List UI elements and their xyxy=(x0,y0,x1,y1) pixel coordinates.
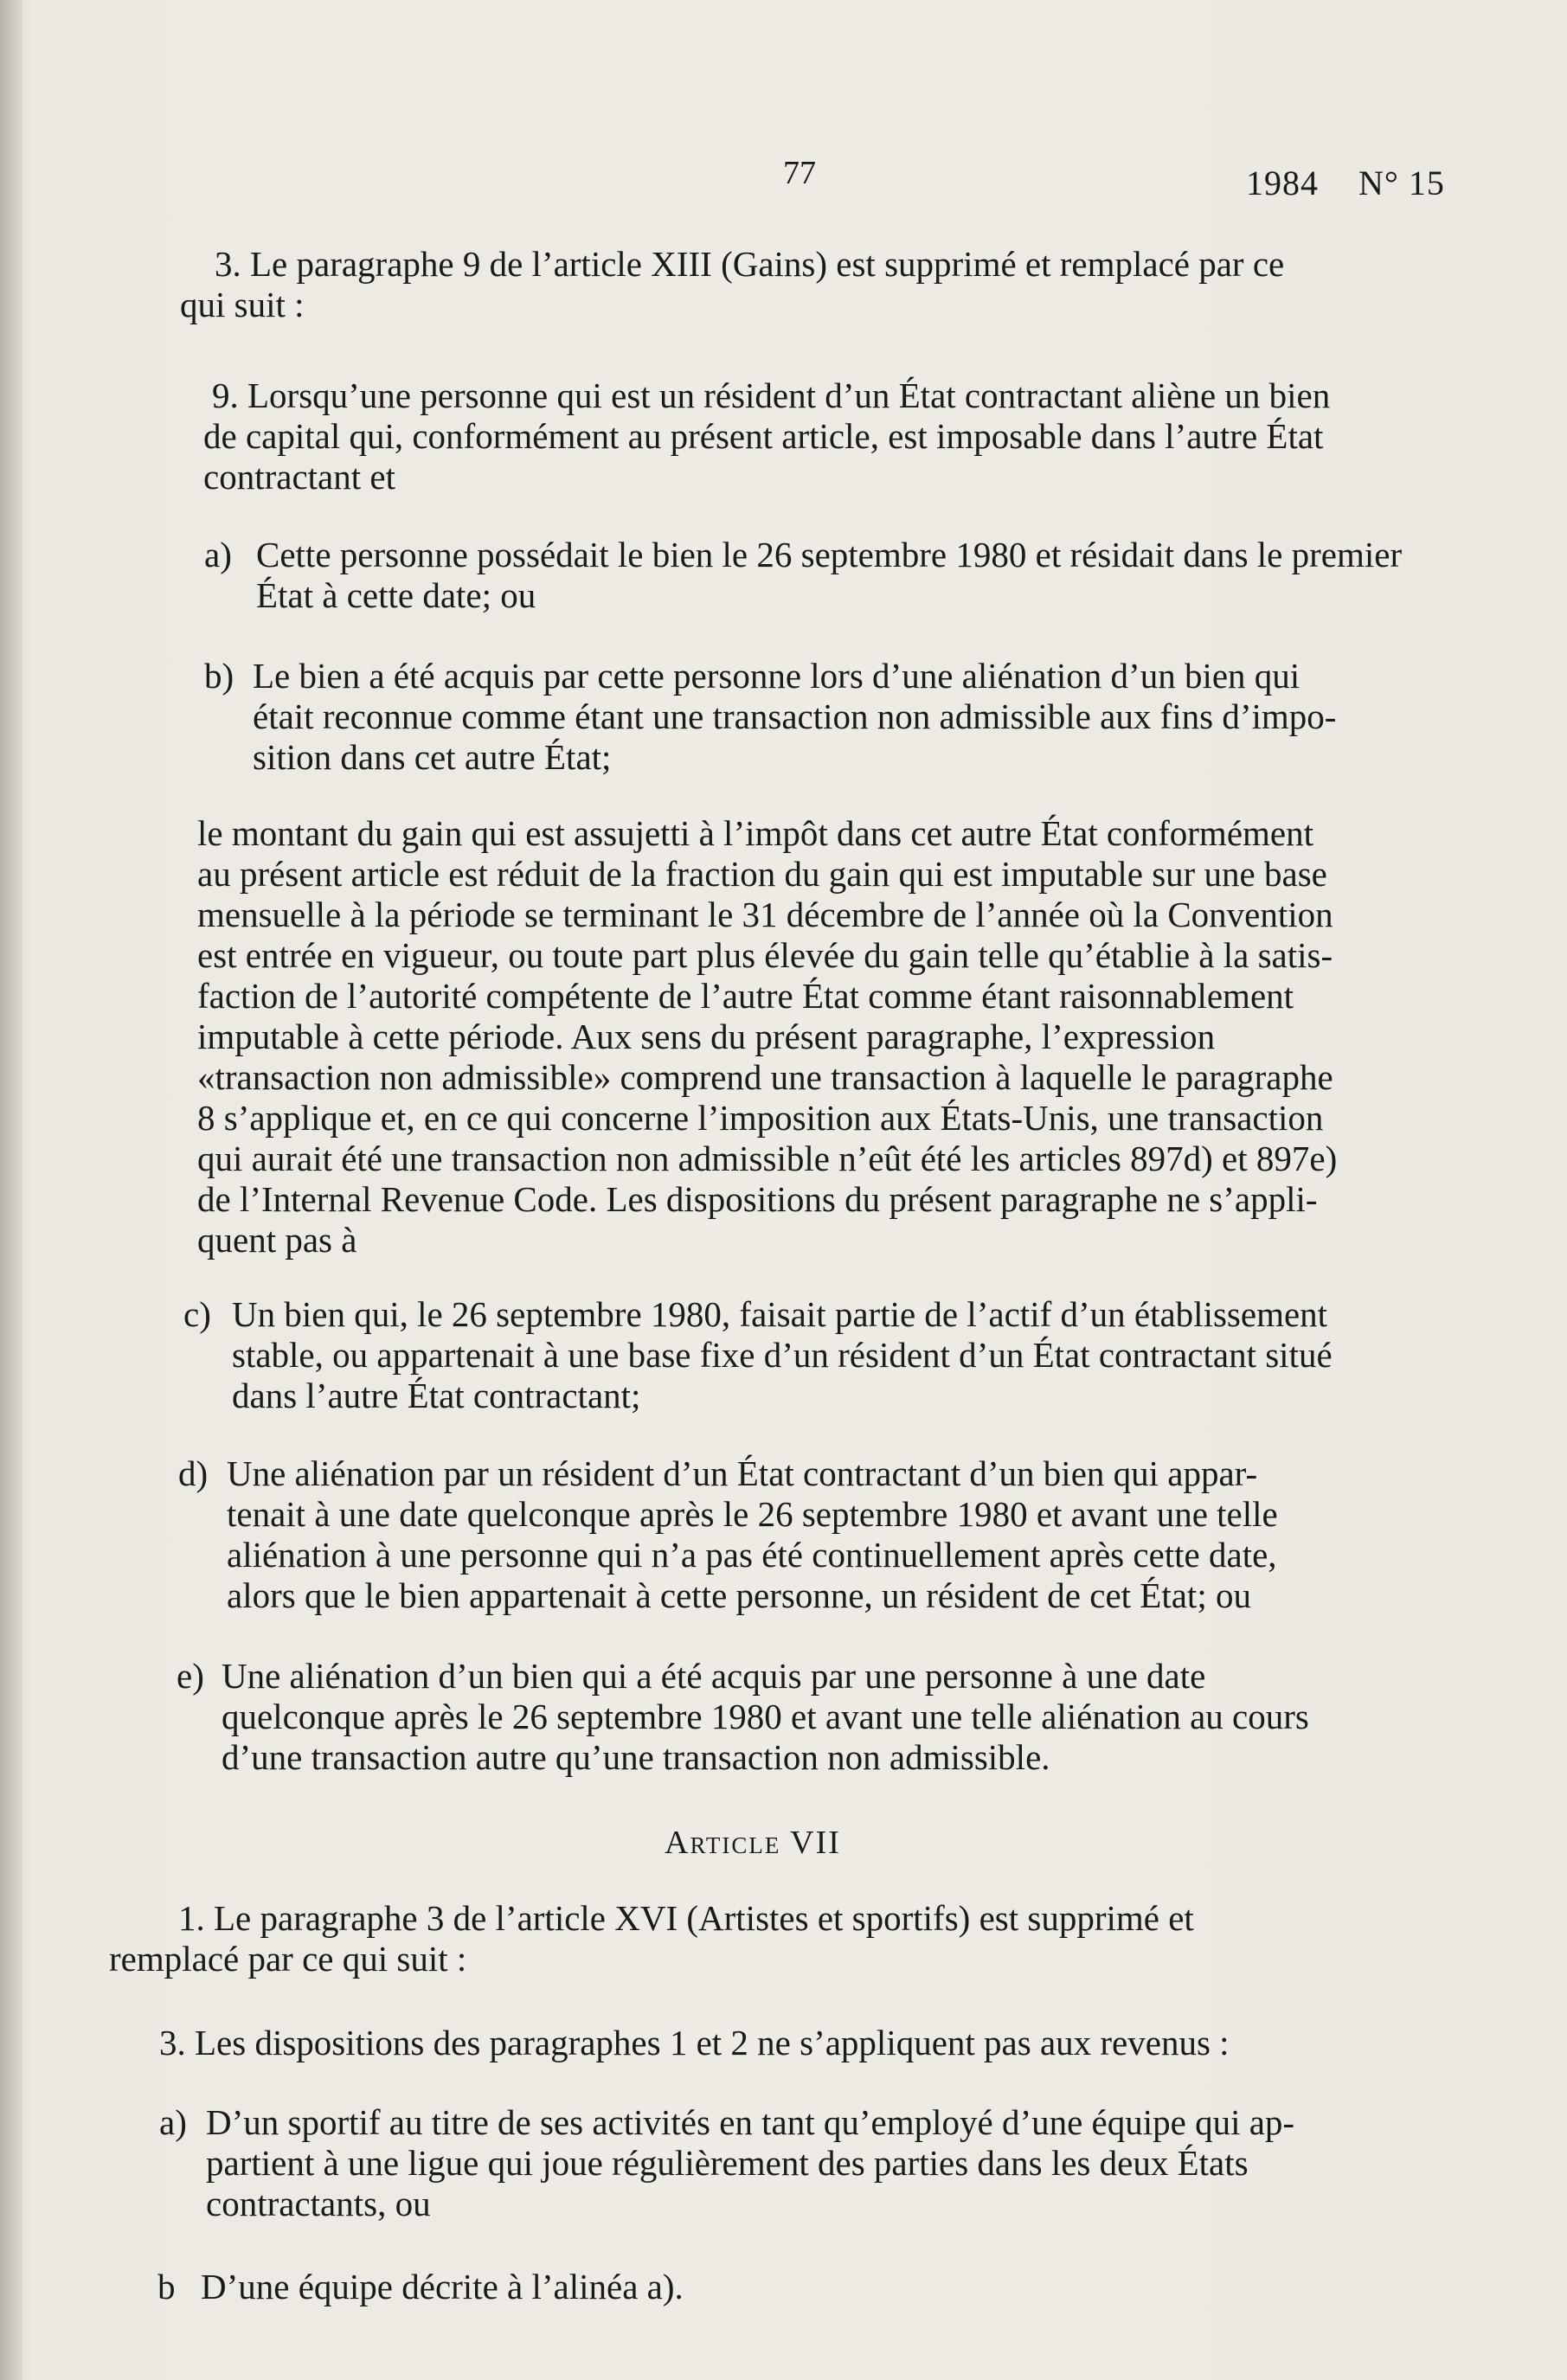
paragraph-line: État à cette date; ou xyxy=(256,575,536,615)
paragraph-line: de l’Internal Revenue Code. Les dispositions du présent paragraphe ne s’appli- xyxy=(197,1179,1318,1219)
paragraph-line: 9. Lorsqu’une personne qui est un résident d’un État contractant aliène un bien xyxy=(212,375,1331,415)
paragraph-line: au présent article est réduit de la fraction du gain qui est imputable sur une base xyxy=(197,854,1327,894)
paragraph-line: d’une transaction autre qu’une transaction non admissible. xyxy=(222,1737,1050,1777)
paragraph-line: Un bien qui, le 26 septembre 1980, faisait partie de l’actif d’un établissement xyxy=(232,1294,1328,1334)
header-issue-number: N° 15 xyxy=(1358,164,1445,202)
paragraph-line: sition dans cet autre État; xyxy=(253,737,612,777)
paragraph-line: mensuelle à la période se terminant le 31 décembre de l’année où la Convention xyxy=(197,895,1333,934)
item-d-label: d) xyxy=(178,1453,209,1493)
paragraph-3 xyxy=(180,244,1455,325)
item-e-text xyxy=(222,1656,1433,1778)
paragraph-line: de capital qui, conformément au présent article, est imposable dans l’autre État xyxy=(203,416,1324,456)
article-7-item-a-text xyxy=(206,2102,1443,2224)
item-a-text xyxy=(256,535,1450,616)
item-b-text xyxy=(253,656,1447,778)
paragraph-line: partient à une ligue qui joue régulièrement des parties dans les deux États xyxy=(206,2143,1249,2183)
paragraph-line: quelconque après le 26 septembre 1980 et avant une telle aliénation au cours xyxy=(222,1697,1309,1736)
item-a-label: a) xyxy=(204,535,232,574)
article-7-paragraph-3 xyxy=(159,2023,1457,2063)
paragraph-line: 8 s’applique et, en ce qui concerne l’imposition aux États-Unis, une transaction xyxy=(197,1098,1324,1138)
article-7-paragraph-1 xyxy=(109,1898,1424,1979)
paragraph-line: qui aurait été une transaction non admissible n’eût été les articles 897d) et 897e) xyxy=(197,1139,1338,1178)
paragraph-line: remplacé par ce qui suit : xyxy=(109,1939,467,1979)
item-d-text xyxy=(227,1453,1438,1616)
paragraph-line: le montant du gain qui est assujetti à l’impôt dans cet autre État conformément xyxy=(197,813,1313,853)
paragraph-line: Le bien a été acquis par cette personne lors d’une aliénation d’un bien qui xyxy=(253,656,1300,696)
paragraph-line: Cette personne possédait le bien le 26 septembre 1980 et résidait dans le premier xyxy=(256,535,1403,574)
paragraph-line: dans l’autre État contractant; xyxy=(232,1376,641,1415)
paragraph-line: aliénation à une personne qui n’a pas été continuellement après cette date, xyxy=(227,1535,1277,1575)
article-7-item-b-label: b xyxy=(157,2267,176,2306)
item-e-label: e) xyxy=(177,1656,204,1696)
article-7-item-a-label: a) xyxy=(159,2102,187,2142)
paragraph-line: 3. Les dispositions des paragraphes 1 et 2 ne s’appliquent pas aux revenus : xyxy=(159,2023,1230,2062)
paragraph-line: imputable à cette période. Aux sens du présent paragraphe, l’expression xyxy=(197,1017,1216,1056)
paragraph-line: contractant et xyxy=(203,457,395,497)
item-b-label: b) xyxy=(204,656,234,696)
header-year: 1984 xyxy=(1246,164,1319,202)
paragraph-line: alors que le bien appartenait à cette personne, un résident de cet État; ou xyxy=(227,1575,1251,1615)
paragraph-9 xyxy=(203,375,1458,497)
main-paragraph xyxy=(197,813,1443,1261)
paragraph-line: qui suit : xyxy=(180,285,305,324)
paragraph-line: contractants, ou xyxy=(206,2184,431,2223)
item-c-text xyxy=(232,1294,1443,1416)
paragraph-line: quent pas à xyxy=(197,1220,357,1260)
paragraph-line: Une aliénation d’un bien qui a été acquis par une personne à une date xyxy=(222,1656,1206,1696)
book-spine-shadow xyxy=(0,0,22,2380)
page-number: 77 xyxy=(783,155,816,191)
paragraph-line: D’une équipe décrite à l’alinéa a). xyxy=(201,2267,684,2306)
paragraph-line: «transaction non admissible» comprend une transaction à laquelle le paragraphe xyxy=(197,1057,1333,1097)
paragraph-line: stable, ou appartenait à une base fixe d’un résident d’un État contractant situé xyxy=(232,1335,1333,1375)
paragraph-line: était reconnue comme étant une transaction non admissible aux fins d’impo- xyxy=(253,696,1337,736)
paragraph-line: D’un sportif au titre de ses activités en tant qu’employé d’une équipe qui ap- xyxy=(206,2102,1295,2142)
paragraph-line: 1. Le paragraphe 3 de l’article XVI (Artistes et sportifs) est supprimé et xyxy=(178,1898,1194,1938)
paragraph-line: Une aliénation par un résident d’un État contractant d’un bien qui appar- xyxy=(227,1453,1258,1493)
paragraph-line: faction de l’autorité compétente de l’autre État comme étant raisonnablement xyxy=(197,976,1294,1016)
article-7-item-b-text xyxy=(201,2267,1412,2307)
paragraph-line: tenait à une date quelconque après le 26 septembre 1980 et avant une telle xyxy=(227,1494,1278,1534)
paragraph-line: 3. Le paragraphe 9 de l’article XIII (Gains) est supprimé et remplacé par ce xyxy=(215,244,1285,284)
paragraph-line: est entrée en vigueur, ou toute part plus élevée du gain telle qu’établie à la satis- xyxy=(197,935,1333,975)
item-c-label: c) xyxy=(183,1294,211,1334)
article-heading: Article VII xyxy=(665,1825,841,1861)
